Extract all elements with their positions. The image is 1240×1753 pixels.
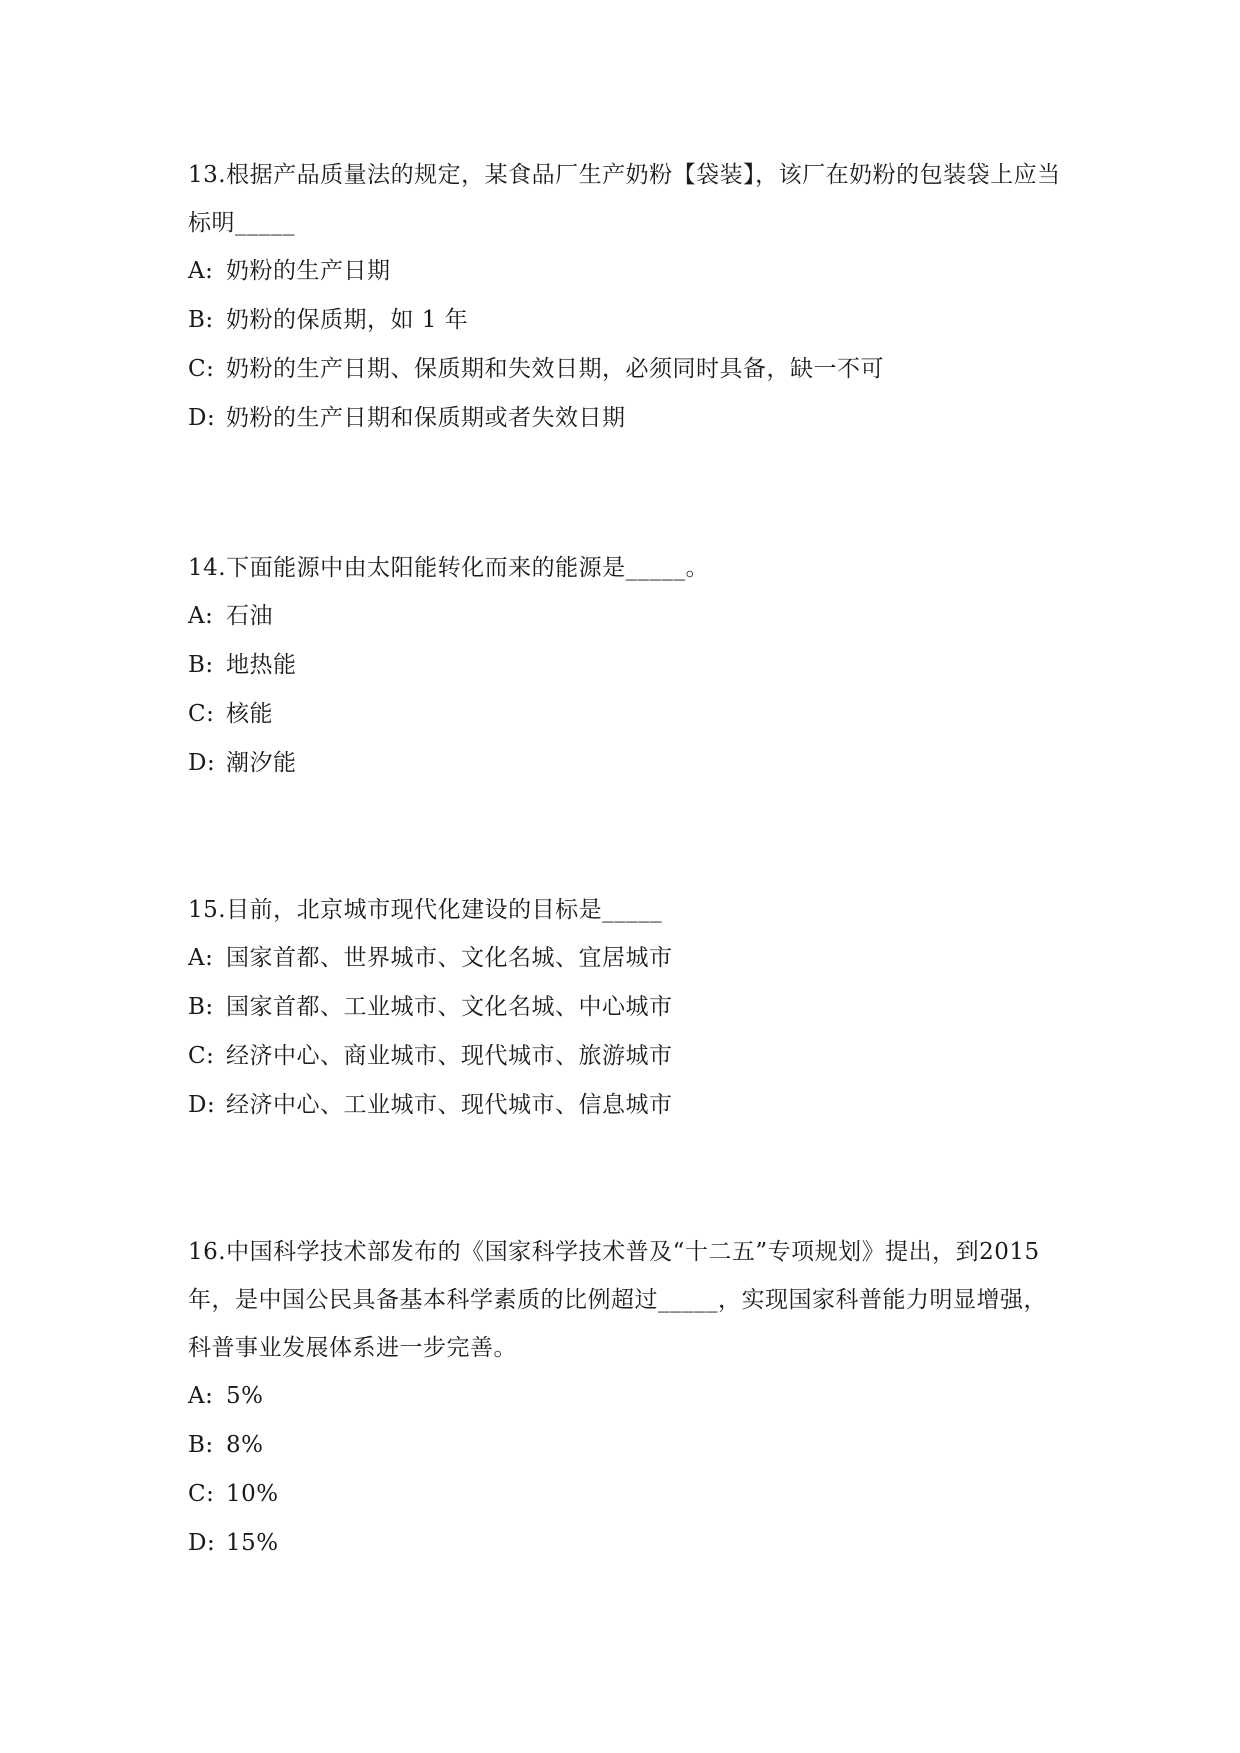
option-label: D: bbox=[188, 750, 216, 776]
question-14 bbox=[188, 544, 1068, 788]
option-d bbox=[188, 394, 1068, 443]
option-a bbox=[188, 1372, 1068, 1421]
option-text: 潮汐能 bbox=[226, 750, 297, 776]
option-d bbox=[188, 1081, 1068, 1130]
option-label: B: bbox=[188, 307, 214, 333]
question-stem: 14.下面能源中由太阳能转化而来的能源是_____。 bbox=[188, 555, 710, 581]
option-label: A: bbox=[188, 258, 214, 284]
option-label: A: bbox=[188, 1383, 214, 1409]
option-label: C: bbox=[188, 701, 215, 727]
option-a bbox=[188, 592, 1068, 641]
option-text: 核能 bbox=[226, 701, 273, 727]
option-b bbox=[188, 296, 1068, 345]
option-label: D: bbox=[188, 1530, 216, 1556]
option-label: A: bbox=[188, 945, 214, 971]
option-c bbox=[188, 345, 1068, 394]
option-text: 10% bbox=[226, 1481, 279, 1507]
option-text: 5% bbox=[226, 1383, 264, 1409]
option-text: 奶粉的生产日期、保质期和失效日期，必须同时具备，缺一不可 bbox=[226, 356, 884, 382]
option-text: 奶粉的生产日期 bbox=[226, 258, 391, 284]
option-text: 经济中心、商业城市、现代城市、旅游城市 bbox=[226, 1043, 673, 1069]
option-a bbox=[188, 247, 1068, 296]
option-text: 国家首都、工业城市、文化名城、中心城市 bbox=[226, 994, 673, 1020]
question-15 bbox=[188, 886, 1068, 1130]
option-label: B: bbox=[188, 1432, 214, 1458]
option-text: 奶粉的保质期，如 1 年 bbox=[226, 307, 469, 333]
option-text: 8% bbox=[226, 1432, 264, 1458]
option-label: B: bbox=[188, 994, 214, 1020]
option-label: C: bbox=[188, 1043, 215, 1069]
option-text: 国家首都、世界城市、文化名城、宜居城市 bbox=[226, 945, 673, 971]
question-16 bbox=[188, 1228, 1068, 1568]
option-label: D: bbox=[188, 405, 216, 431]
option-a bbox=[188, 934, 1068, 983]
option-b bbox=[188, 1421, 1068, 1470]
option-label: B: bbox=[188, 652, 214, 678]
option-label: A: bbox=[188, 603, 214, 629]
question-stem: 16.中国科学技术部发布的《国家科学技术普及“十二五”专项规划》提出，到2015 年，是中国公民具备基本科学素质的比例超过_____，实现国家科普能力明显增强，科普事业发展体系进一步完善。 bbox=[188, 1239, 1047, 1361]
question-stem: 15.目前，北京城市现代化建设的目标是_____ bbox=[188, 897, 663, 923]
option-d bbox=[188, 739, 1068, 788]
option-c bbox=[188, 1470, 1068, 1519]
option-label: C: bbox=[188, 1481, 215, 1507]
question-13 bbox=[188, 151, 1068, 443]
option-label: D: bbox=[188, 1092, 216, 1118]
option-text: 15% bbox=[226, 1530, 279, 1556]
option-text: 地热能 bbox=[226, 652, 297, 678]
option-label: C: bbox=[188, 356, 215, 382]
option-c bbox=[188, 1032, 1068, 1081]
option-c bbox=[188, 690, 1068, 739]
option-text: 奶粉的生产日期和保质期或者失效日期 bbox=[226, 405, 626, 431]
question-stem: 13.根据产品质量法的规定，某食品厂生产奶粉【袋装】，该厂在奶粉的包装袋上应当标明_____ bbox=[188, 162, 1061, 236]
option-b bbox=[188, 983, 1068, 1032]
option-text: 经济中心、工业城市、现代城市、信息城市 bbox=[226, 1092, 673, 1118]
option-d bbox=[188, 1519, 1068, 1568]
option-text: 石油 bbox=[226, 603, 273, 629]
option-b bbox=[188, 641, 1068, 690]
